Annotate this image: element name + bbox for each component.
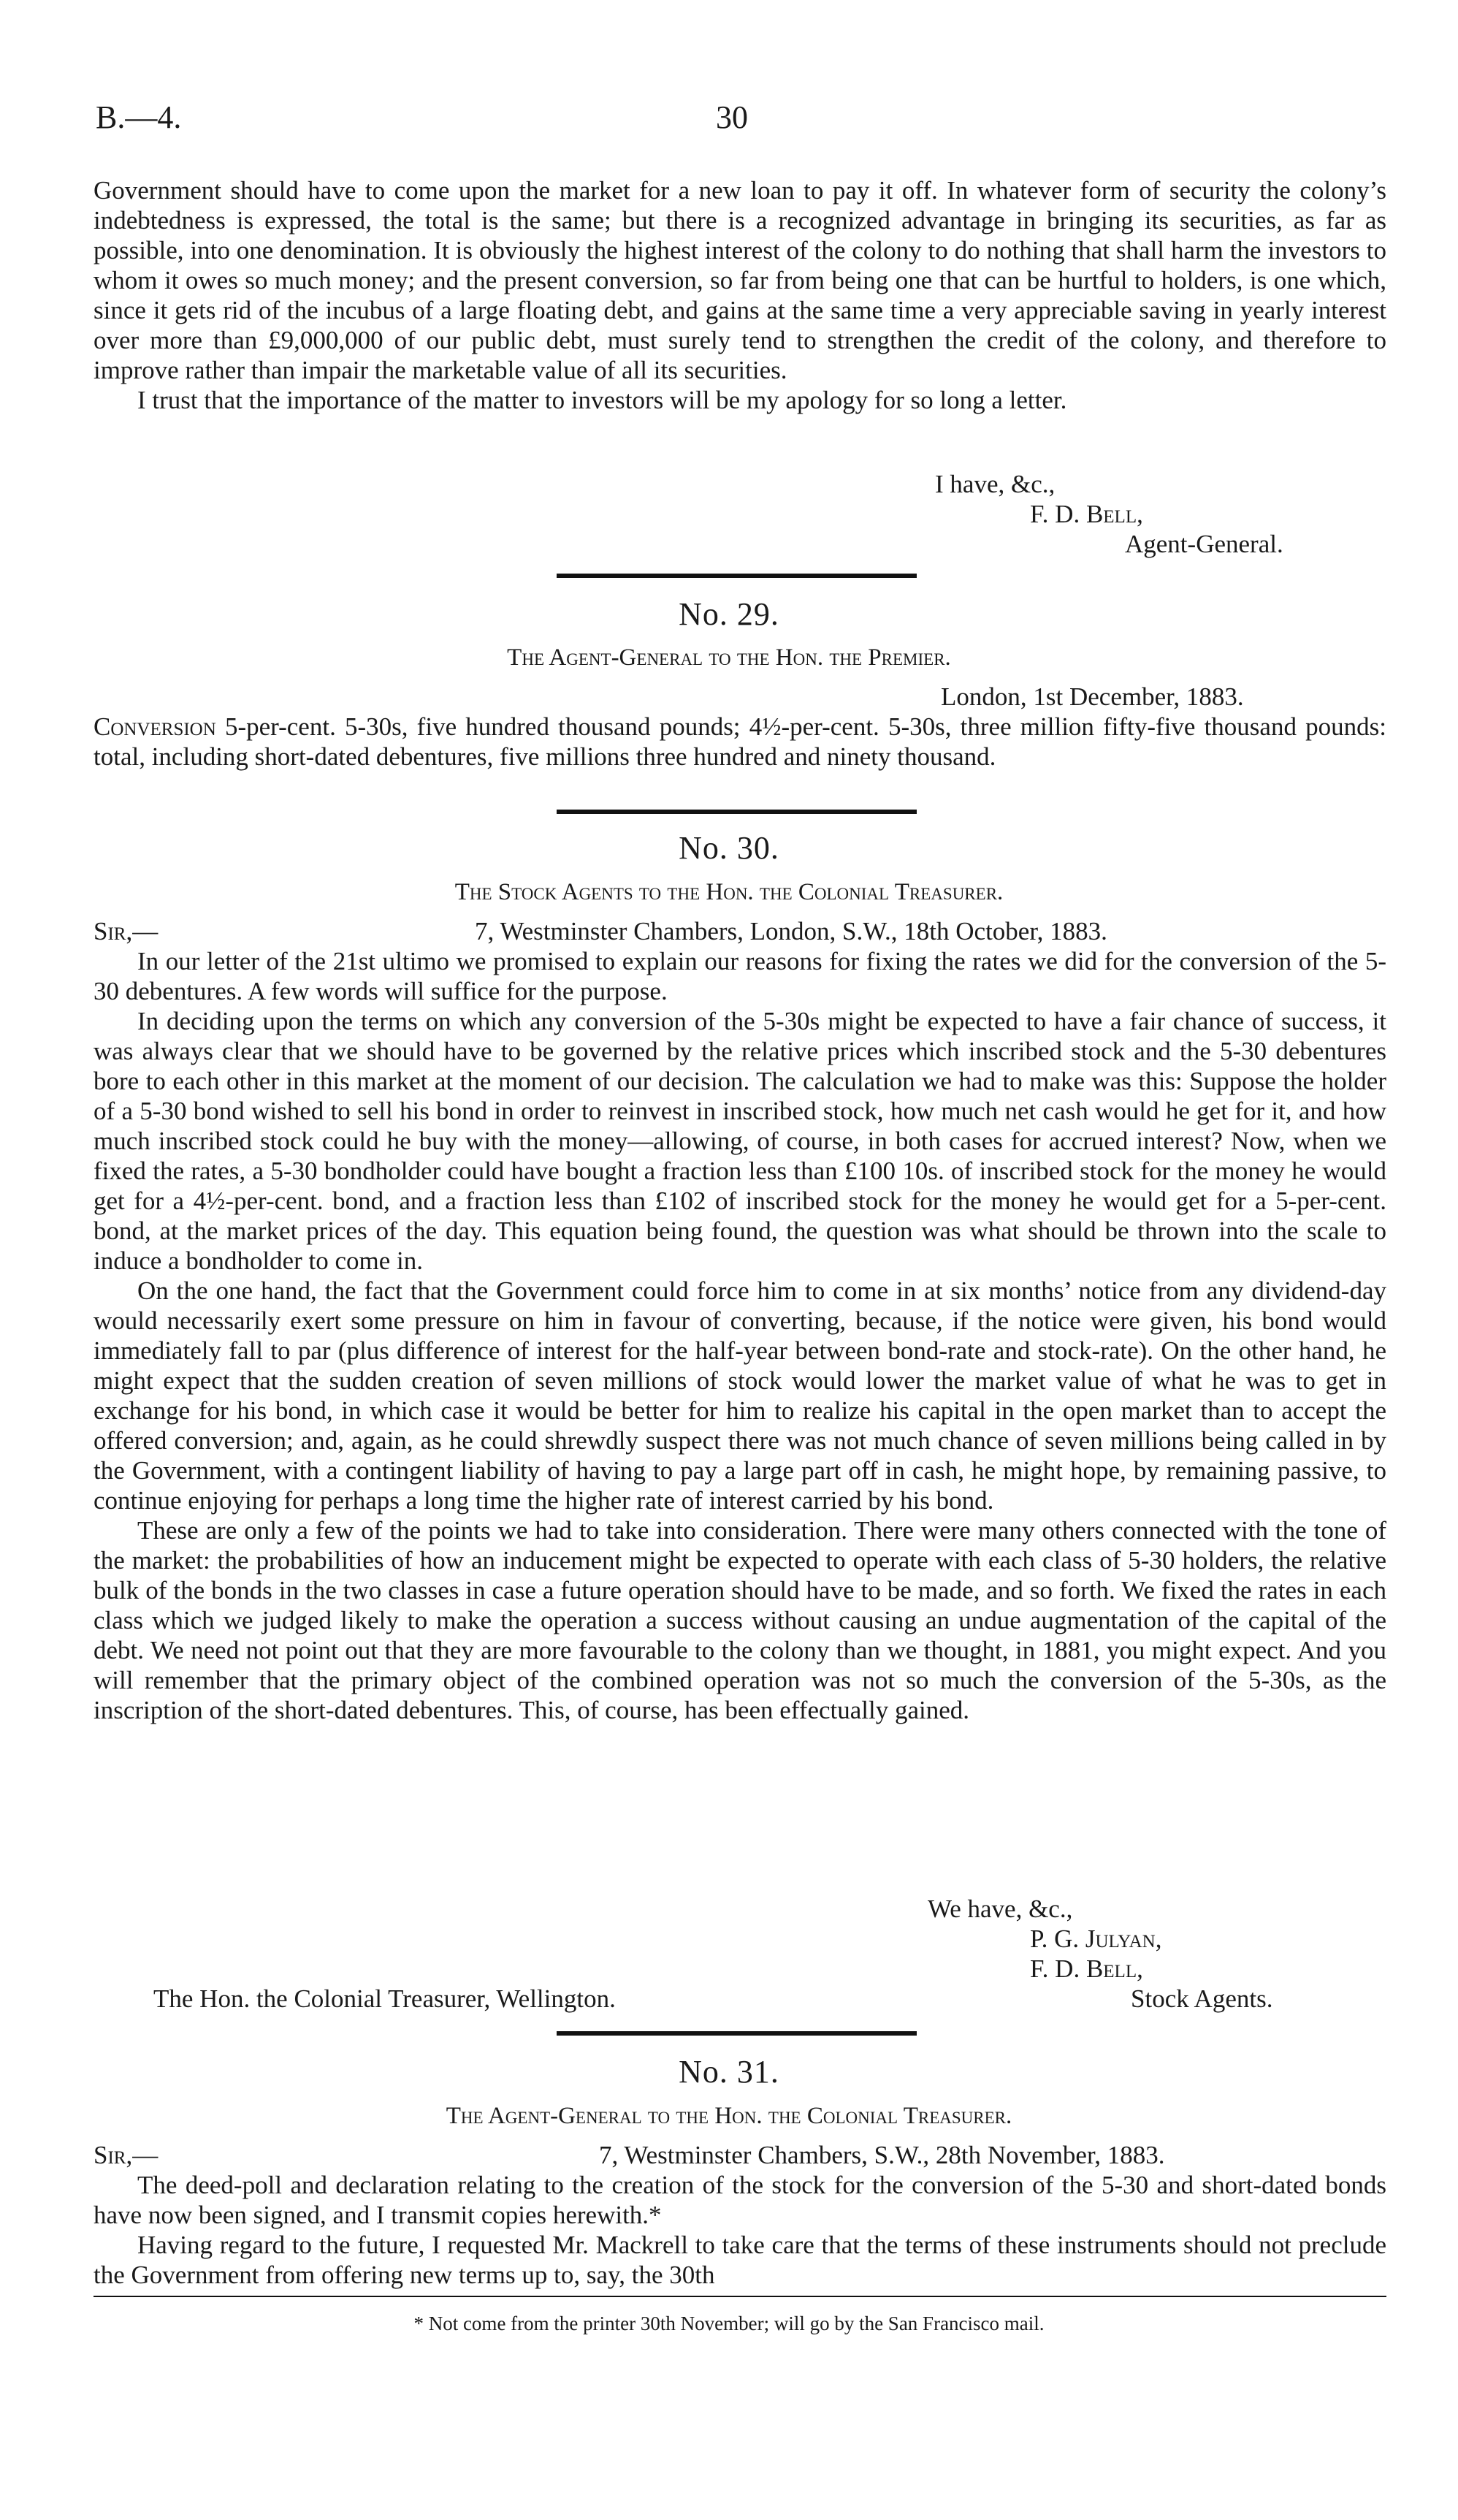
footnote: * Not come from the printer 30th November; will go by the San Francisco mail. [413, 2312, 1045, 2334]
letter-28-body [93, 175, 1386, 415]
addressee: The Hon. the Colonial Treasurer, Wellington. [153, 1984, 616, 2013]
closing: We have, &c., [928, 1895, 1073, 1923]
section-divider [557, 574, 917, 578]
signature: P. G. Julyan, [1030, 1925, 1162, 1953]
telegram-body [93, 712, 1386, 772]
document-heading: The Agent-General to the Hon. the Colonial Treasurer. [446, 2103, 1012, 2129]
paragraph: In deciding upon the terms on which any conversion of the 5-30s might be expected to have a fair chance of success, it was always clear that we should have to be governed by the relative prices which inscribed stock and the 5-30 debentures bore to each other in this market at the moment of our decision. The calculation we had to make was this: Suppose the holder of a 5-30 bond wished to sell his bond in order to reinvest in inscribed stock, how much net cash would he get for it, and how much inscribed stock could he buy with the money—allowing, of course, in both cases for accrued interest? Now, when we fixed the rates, a 5-30 bondholder could have bought a fraction less than £100 10s. of inscribed stock for the money he would get for a 4½-per-cent. bond, and a fraction less than £102 of inscribed stock for the money he would get for a 5-per-cent. bond, at the market prices of the day. This equation being found, the question was what should be thrown into the scale to induce a bondholder to come in. [93, 1007, 1386, 1275]
signer-title: Agent-General. [1125, 530, 1283, 558]
telegram-text: 5-per-cent. 5-30s, five hundred thousand pounds; 4½-per-cent. 5-30s, three million fifty-five thousand pounds: total, including short-dated debentures, five millions three hundred and ninety thousand. [93, 712, 1386, 771]
paragraph: On the one hand, the fact that the Government could force him to come in at six months’ notice from any dividend-day would necessarily exert some pressure on him in favour of converting, because, if the notice were given, his bond would immediately fall to par (plus difference of interest for the half-year between bond-rate and stock-rate). On the other hand, he might expect that the sudden creation of seven millions of stock would lower the market value of what he was to get in exchange for his bond, in which case it would be better for him to realize his capital in the open market than to accept the offered conversion; and, again, as he could shrewdly suspect there was not much chance of seven millions being called in by the Government, with a contingent liability of having to pay a large part off in cash, he might hope, by remaining passive, to continue enjoying for perhaps a long time the higher rate of interest carried by his bond. [93, 1276, 1386, 1515]
telegram-lead: Conversion [93, 712, 216, 741]
paper-code: B.—4. [96, 99, 182, 135]
address-date: 7, Westminster Chambers, S.W., 28th November, 1883. [599, 2141, 1165, 2169]
document-number: No. 29. [679, 596, 779, 632]
place-date: London, 1st December, 1883. [941, 682, 1244, 711]
signature: F. D. Bell, [1030, 500, 1143, 528]
closing: I have, &c., [935, 470, 1056, 498]
page-number: 30 [716, 99, 748, 135]
section-divider [557, 810, 917, 814]
paragraph: In our letter of the 21st ultimo we promised to explain our reasons for fixing the rates we did for the conversion of the 5-30 debentures. A few words will suffice for the purpose. [93, 947, 1386, 1005]
document-heading: The Stock Agents to the Hon. the Colonial Treasurer. [454, 879, 1004, 905]
signer-title: Stock Agents. [1131, 1984, 1273, 2013]
letter-31-body [93, 2170, 1386, 2290]
address-date: 7, Westminster Chambers, London, S.W., 18th October, 1883. [475, 917, 1107, 945]
paragraph: The deed-poll and declaration relating to the creation of the stock for the conversion of the 5-30 and short-dated bonds have now been signed, and I transmit copies herewith.* [93, 2171, 1386, 2229]
footnote-rule [93, 2296, 1386, 2297]
document-heading: The Agent-General to the Hon. the Premier. [507, 644, 951, 671]
signature: F. D. Bell, [1030, 1954, 1143, 1983]
document-number: No. 30. [679, 830, 779, 866]
letter-30-body [93, 946, 1386, 1725]
salutation: Sir,— [93, 2141, 159, 2169]
paragraph: Having regard to the future, I requested Mr. Mackrell to take care that the terms of these instruments should not preclude the Government from offering new terms up to, say, the 30th [93, 2231, 1386, 2289]
section-divider [557, 2031, 917, 2036]
paragraph: These are only a few of the points we had to take into consideration. There were many others connected with the tone of the market: the probabilities of how an inducement might be expected to operate with each class of 5-30 holders, the relative bulk of the bonds in the two classes in case a future operation should have to be made, and so forth. We fixed the rates in each class which we judged likely to make the operation a success without causing an undue augmentation of the capital of the debt. We need not point out that they are more favourable to the colony than we thought, in 1881, you might expect. And you will remember that the primary object of the combined operation was not so much the conversion of the 5-30s, as the inscription of the short-dated debentures. This, of course, has been effectually gained. [93, 1516, 1386, 1724]
document-number: No. 31. [679, 2054, 779, 2090]
salutation: Sir,— [93, 917, 159, 945]
paragraph: Government should have to come upon the market for a new loan to pay it off. In whatever form of security the colony’s indebtedness is expressed, the total is the same; but there is a recognized advantage in bringing its securities, as far as possible, into one denomination. It is obviously the highest interest of the colony to do nothing that shall harm the investors to whom it owes so much money; and the present conversion, so far from being one that can be hurtful to holders, is one which, since it gets rid of the incubus of a large floating debt, and gains at the same time a very appreciable saving in yearly interest over more than £9,000,000 of our public debt, must surely tend to strengthen the credit of the colony, and therefore to improve rather than impair the marketable value of all its securities. [93, 176, 1386, 384]
paragraph: I trust that the importance of the matter to investors will be my apology for so long a letter. [137, 386, 1067, 414]
